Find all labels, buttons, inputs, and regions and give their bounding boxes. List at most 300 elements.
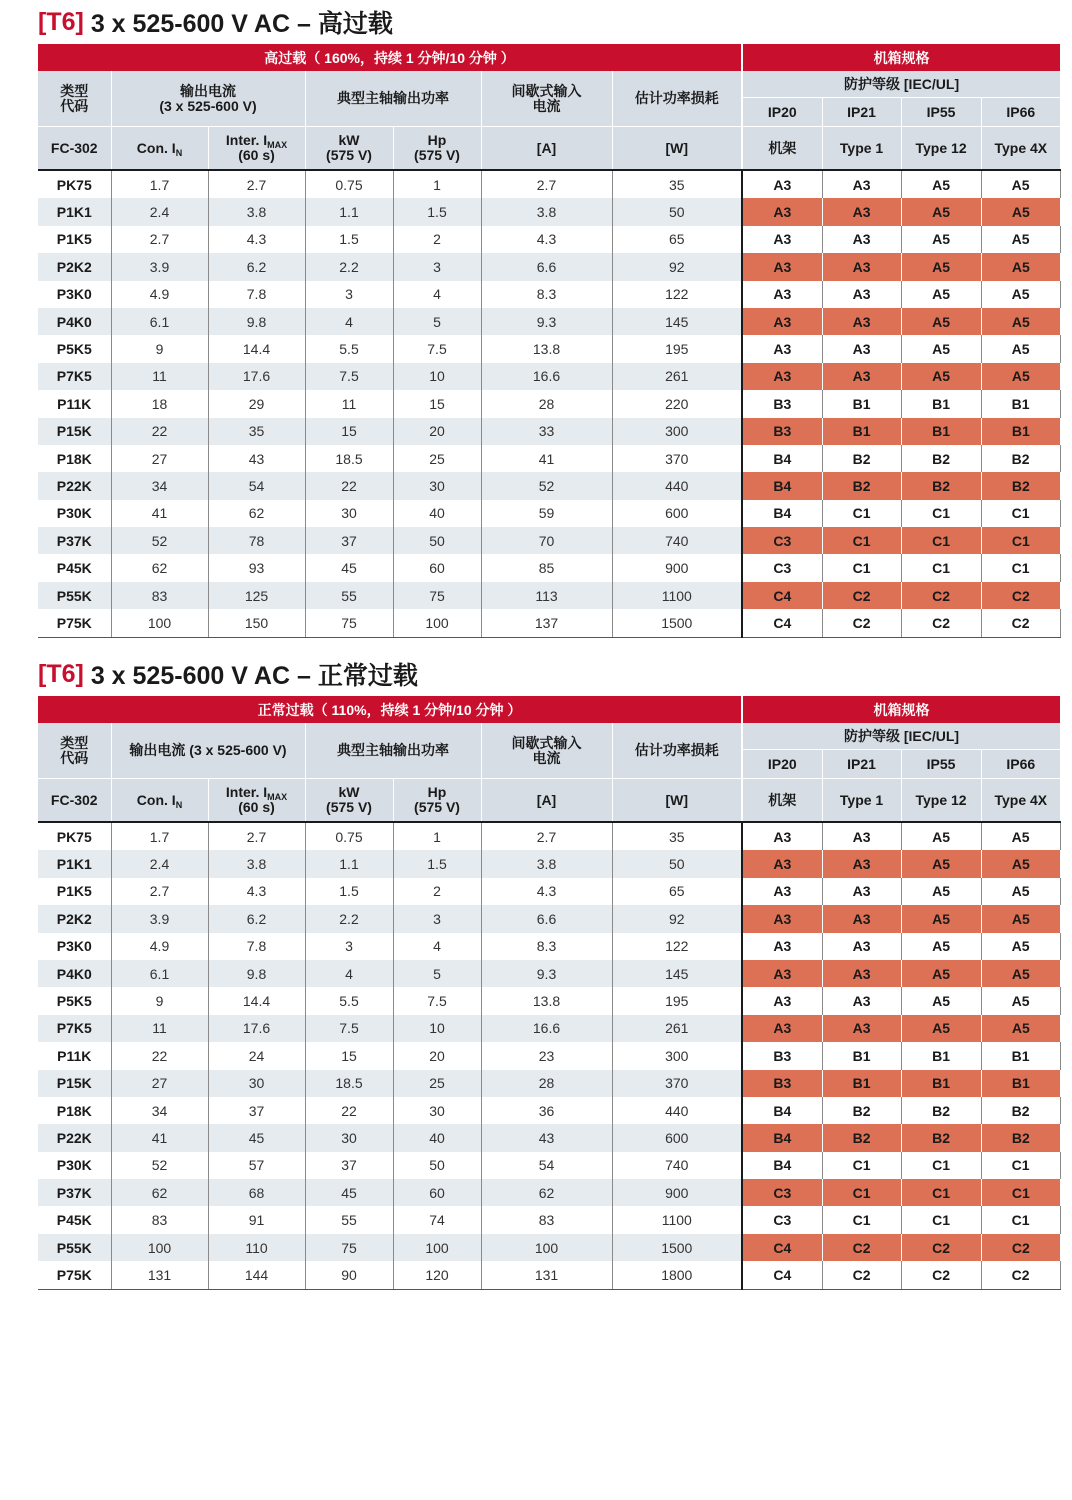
hp-cell: 4 (393, 933, 481, 960)
kw-cell: 1.1 (305, 198, 393, 225)
frame-ip21-cell: A3 (822, 308, 901, 335)
frame-ip20-cell: A3 (742, 987, 822, 1014)
hp-cell: 30 (393, 472, 481, 499)
section-title-tag: [T6] (38, 659, 84, 688)
watt-unit-header: [W] (612, 779, 742, 823)
frame-ip20-cell: A3 (742, 1015, 822, 1042)
power-loss-cell: 1100 (612, 1206, 742, 1233)
inter-imax-cell: 57 (208, 1152, 305, 1179)
frame-ip66-cell: B1 (981, 1070, 1060, 1097)
kw-cell: 0.75 (305, 822, 393, 850)
con-in-cell: 27 (111, 445, 208, 472)
con-in-cell: 22 (111, 418, 208, 445)
hp-cell: 75 (393, 582, 481, 609)
frame-ip55-cell: A5 (901, 933, 981, 960)
frame-ip20-cell: B4 (742, 500, 822, 527)
hp-cell: 1 (393, 170, 481, 198)
con-in-cell: 41 (111, 1124, 208, 1151)
frame-ip55-cell: C2 (901, 582, 981, 609)
power-loss-cell: 900 (612, 554, 742, 581)
hp-cell: 1.5 (393, 850, 481, 877)
inter-imax-cell: 78 (208, 527, 305, 554)
input-current-cell: 16.6 (481, 363, 612, 390)
power-loss-cell: 195 (612, 335, 742, 362)
kw-cell: 4 (305, 960, 393, 987)
kw-cell: 37 (305, 527, 393, 554)
power-loss-cell: 900 (612, 1179, 742, 1206)
type-code-header: 类型 代码 (38, 723, 111, 779)
power-loss-cell: 1500 (612, 609, 742, 637)
frame-ip66-cell: B2 (981, 1124, 1060, 1151)
inter-imax-cell: 17.6 (208, 1015, 305, 1042)
input-current-cell: 33 (481, 418, 612, 445)
hp-cell: 25 (393, 445, 481, 472)
power-loss-cell: 370 (612, 445, 742, 472)
frame-ip66-cell: C1 (981, 554, 1060, 581)
frame-ip66-cell: A5 (981, 253, 1060, 280)
frame-ip55-cell: B2 (901, 445, 981, 472)
con-in-cell: 6.1 (111, 308, 208, 335)
frame-ip66-cell: C2 (981, 1261, 1060, 1289)
frame-ip20-cell: B4 (742, 1124, 822, 1151)
input-current-cell: 36 (481, 1097, 612, 1124)
inter-imax-cell: 144 (208, 1261, 305, 1289)
model-cell: P2K2 (38, 253, 111, 280)
inter-imax-cell: 91 (208, 1206, 305, 1233)
hp-cell: 20 (393, 1042, 481, 1069)
con-in-cell: 1.7 (111, 822, 208, 850)
power-loss-header: 估计功率损耗 (612, 723, 742, 779)
frame-ip66-cell: A5 (981, 1015, 1060, 1042)
hp-cell: 50 (393, 1152, 481, 1179)
frame-ip21-cell: A3 (822, 281, 901, 308)
frame-ip21-cell: B2 (822, 472, 901, 499)
frame-ip55-cell: C1 (901, 1179, 981, 1206)
table-row (38, 987, 1060, 1014)
frame-ip66-cell: C1 (981, 1179, 1060, 1206)
frame-ip55-cell: B2 (901, 1097, 981, 1124)
kw-cell: 3 (305, 933, 393, 960)
frame-ip66-cell: C1 (981, 1152, 1060, 1179)
frame-ip66-cell: C2 (981, 582, 1060, 609)
frame-ip55-cell: A5 (901, 226, 981, 253)
frame-ip55-cell: A5 (901, 170, 981, 198)
table-row (38, 527, 1060, 554)
inter-imax-cell: 6.2 (208, 905, 305, 932)
input-current-cell: 59 (481, 500, 612, 527)
frame-ip21-cell: A3 (822, 960, 901, 987)
table-row (38, 1261, 1060, 1289)
ip55-header: IP55 (901, 750, 981, 779)
frame-ip21-cell: B1 (822, 390, 901, 417)
table-row (38, 445, 1060, 472)
frame-ip21-cell: C2 (822, 1234, 901, 1261)
frame-ip21-cell: A3 (822, 987, 901, 1014)
frame-ip55-cell: A5 (901, 1015, 981, 1042)
frame-ip20-cell: A3 (742, 335, 822, 362)
kw-cell: 75 (305, 1234, 393, 1261)
hp-cell: 74 (393, 1206, 481, 1233)
hp-header: Hp (575 V) (393, 779, 481, 823)
frame-ip66-cell: A5 (981, 822, 1060, 850)
frame-ip21-cell: A3 (822, 850, 901, 877)
type1-header: Type 1 (822, 127, 901, 171)
kw-cell: 0.75 (305, 170, 393, 198)
con-in-cell: 6.1 (111, 960, 208, 987)
power-loss-cell: 600 (612, 500, 742, 527)
kw-cell: 3 (305, 281, 393, 308)
inter-imax-cell: 2.7 (208, 170, 305, 198)
kw-header: kW (575 V) (305, 127, 393, 171)
model-cell: P1K1 (38, 850, 111, 877)
frame-ip20-cell: B3 (742, 418, 822, 445)
frame-ip55-cell: A5 (901, 253, 981, 280)
frame-ip21-cell: A3 (822, 363, 901, 390)
frame-ip55-cell: B1 (901, 390, 981, 417)
model-cell: P7K5 (38, 363, 111, 390)
protection-class-header: 防护等级 [IEC/UL] (742, 723, 1060, 750)
normal-overload-section (38, 652, 1060, 1290)
input-current-cell: 85 (481, 554, 612, 581)
table-row (38, 1070, 1060, 1097)
power-loss-cell: 122 (612, 933, 742, 960)
kw-cell: 1.1 (305, 850, 393, 877)
con-in-cell: 18 (111, 390, 208, 417)
inter-imax-cell: 9.8 (208, 960, 305, 987)
con-in-cell: 1.7 (111, 170, 208, 198)
power-loss-cell: 740 (612, 527, 742, 554)
table-row (38, 1124, 1060, 1151)
inter-imax-cell: 7.8 (208, 281, 305, 308)
frame-ip21-cell: B1 (822, 1042, 901, 1069)
con-in-cell: 11 (111, 1015, 208, 1042)
table-body (38, 170, 1060, 637)
con-in-cell: 52 (111, 527, 208, 554)
input-current-cell: 83 (481, 1206, 612, 1233)
table-row (38, 390, 1060, 417)
model-cell: P75K (38, 1261, 111, 1289)
input-current-cell: 131 (481, 1261, 612, 1289)
type12-header: Type 12 (901, 127, 981, 171)
frame-ip20-cell: C3 (742, 527, 822, 554)
inter-imax-cell: 30 (208, 1070, 305, 1097)
model-cell: P30K (38, 1152, 111, 1179)
rating-table (38, 44, 1061, 638)
input-current-cell: 6.6 (481, 253, 612, 280)
frame-ip55-cell: C2 (901, 609, 981, 637)
table-row (38, 418, 1060, 445)
hp-cell: 3 (393, 905, 481, 932)
frame-ip66-cell: A5 (981, 905, 1060, 932)
input-current-cell: 4.3 (481, 226, 612, 253)
frame-header: 机架 (742, 779, 822, 823)
input-current-cell: 2.7 (481, 170, 612, 198)
frame-ip55-cell: A5 (901, 905, 981, 932)
hp-cell: 2 (393, 226, 481, 253)
frame-ip20-cell: A3 (742, 960, 822, 987)
overload-banner: 正常过载（ 110%，持续 1 分钟/10 分钟 ） (38, 696, 742, 723)
frame-ip55-cell: B2 (901, 1124, 981, 1151)
section-title (38, 652, 1060, 696)
frame-ip20-cell: C4 (742, 582, 822, 609)
input-current-header: 间歇式输入 电流 (481, 71, 612, 127)
frame-ip66-cell: B1 (981, 390, 1060, 417)
kw-cell: 55 (305, 1206, 393, 1233)
table-row (38, 609, 1060, 637)
con-in-header: Con. $I_N$ (111, 779, 208, 823)
table-row (38, 500, 1060, 527)
input-current-cell: 113 (481, 582, 612, 609)
table-row (38, 905, 1060, 932)
hp-cell: 7.5 (393, 987, 481, 1014)
frame-ip66-cell: B1 (981, 1042, 1060, 1069)
hp-cell: 20 (393, 418, 481, 445)
con-in-cell: 4.9 (111, 281, 208, 308)
overload-banner: 高过载（ 160%，持续 1 分钟/10 分钟 ） (38, 44, 742, 71)
kw-cell: 55 (305, 582, 393, 609)
frame-ip66-cell: A5 (981, 226, 1060, 253)
frame-ip20-cell: B3 (742, 1042, 822, 1069)
hp-cell: 10 (393, 1015, 481, 1042)
inter-imax-cell: 17.6 (208, 363, 305, 390)
frame-ip21-cell: C1 (822, 500, 901, 527)
con-in-cell: 41 (111, 500, 208, 527)
power-loss-cell: 220 (612, 390, 742, 417)
frame-ip21-cell: A3 (822, 226, 901, 253)
frame-ip66-cell: C1 (981, 527, 1060, 554)
high-overload-section (38, 0, 1060, 638)
table-row (38, 198, 1060, 225)
inter-imax-cell: 54 (208, 472, 305, 499)
table-row (38, 960, 1060, 987)
protection-class-header: 防护等级 [IEC/UL] (742, 71, 1060, 98)
power-loss-cell: 1500 (612, 1234, 742, 1261)
model-cell: P37K (38, 1179, 111, 1206)
kw-header: kW (575 V) (305, 779, 393, 823)
frame-ip55-cell: A5 (901, 281, 981, 308)
frame-ip55-cell: B1 (901, 1070, 981, 1097)
table-row (38, 1097, 1060, 1124)
hp-cell: 60 (393, 1179, 481, 1206)
frame-ip20-cell: A3 (742, 198, 822, 225)
input-current-cell: 4.3 (481, 878, 612, 905)
power-loss-cell: 740 (612, 1152, 742, 1179)
model-cell: P4K0 (38, 960, 111, 987)
table-row (38, 253, 1060, 280)
frame-ip21-cell: C1 (822, 1152, 901, 1179)
table-row (38, 308, 1060, 335)
frame-ip66-cell: C2 (981, 1234, 1060, 1261)
table-row (38, 281, 1060, 308)
frame-ip21-cell: A3 (822, 198, 901, 225)
frame-ip21-cell: C2 (822, 1261, 901, 1289)
model-cell: P1K1 (38, 198, 111, 225)
model-cell: P5K5 (38, 987, 111, 1014)
table-row (38, 1015, 1060, 1042)
kw-cell: 2.2 (305, 905, 393, 932)
power-loss-cell: 145 (612, 960, 742, 987)
kw-cell: 4 (305, 308, 393, 335)
power-loss-cell: 1800 (612, 1261, 742, 1289)
con-in-cell: 9 (111, 987, 208, 1014)
hp-cell: 2 (393, 878, 481, 905)
con-in-cell: 62 (111, 1179, 208, 1206)
table-row (38, 1206, 1060, 1233)
shaft-power-header: 典型主轴输出功率 (305, 71, 481, 127)
frame-ip21-cell: A3 (822, 335, 901, 362)
frame-ip66-cell: A5 (981, 308, 1060, 335)
power-loss-cell: 1100 (612, 582, 742, 609)
model-cell: P75K (38, 609, 111, 637)
inter-imax-cell: 45 (208, 1124, 305, 1151)
table-row (38, 1179, 1060, 1206)
kw-cell: 2.2 (305, 253, 393, 280)
frame-ip66-cell: A5 (981, 198, 1060, 225)
frame-ip20-cell: B4 (742, 445, 822, 472)
frame-ip21-cell: A3 (822, 905, 901, 932)
cabinet-title: 机箱规格 (742, 696, 1060, 723)
frame-ip55-cell: A5 (901, 878, 981, 905)
power-loss-cell: 440 (612, 1097, 742, 1124)
kw-cell: 1.5 (305, 878, 393, 905)
frame-ip66-cell: C2 (981, 609, 1060, 637)
frame-ip21-cell: A3 (822, 170, 901, 198)
ip20-header: IP20 (742, 750, 822, 779)
table-row (38, 554, 1060, 581)
kw-cell: 45 (305, 554, 393, 581)
frame-ip20-cell: C4 (742, 1261, 822, 1289)
frame-ip20-cell: C4 (742, 1234, 822, 1261)
hp-cell: 40 (393, 1124, 481, 1151)
kw-cell: 15 (305, 1042, 393, 1069)
frame-ip20-cell: B4 (742, 1097, 822, 1124)
inter-imax-cell: 4.3 (208, 226, 305, 253)
inter-imax-cell: 14.4 (208, 987, 305, 1014)
section-title-tag: [T6] (38, 7, 84, 36)
frame-ip21-cell: B2 (822, 1097, 901, 1124)
frame-ip55-cell: B2 (901, 472, 981, 499)
frame-ip21-cell: C1 (822, 1206, 901, 1233)
input-current-cell: 28 (481, 390, 612, 417)
frame-ip20-cell: B3 (742, 390, 822, 417)
kw-cell: 1.5 (305, 226, 393, 253)
table-row (38, 850, 1060, 877)
frame-ip55-cell: A5 (901, 987, 981, 1014)
input-current-cell: 52 (481, 472, 612, 499)
frame-ip66-cell: B2 (981, 1097, 1060, 1124)
input-current-cell: 3.8 (481, 198, 612, 225)
kw-cell: 11 (305, 390, 393, 417)
model-cell: P4K0 (38, 308, 111, 335)
power-loss-cell: 300 (612, 418, 742, 445)
hp-cell: 1.5 (393, 198, 481, 225)
frame-ip66-cell: B1 (981, 418, 1060, 445)
kw-cell: 45 (305, 1179, 393, 1206)
input-current-cell: 9.3 (481, 960, 612, 987)
inter-imax-cell: 4.3 (208, 878, 305, 905)
frame-ip55-cell: A5 (901, 335, 981, 362)
frame-ip21-cell: A3 (822, 878, 901, 905)
frame-ip66-cell: B2 (981, 472, 1060, 499)
table-header (38, 696, 1060, 822)
con-in-cell: 131 (111, 1261, 208, 1289)
kw-cell: 18.5 (305, 445, 393, 472)
power-loss-cell: 65 (612, 878, 742, 905)
table-body (38, 822, 1060, 1289)
frame-ip55-cell: C1 (901, 1206, 981, 1233)
input-current-cell: 100 (481, 1234, 612, 1261)
power-loss-cell: 261 (612, 1015, 742, 1042)
type12-header: Type 12 (901, 779, 981, 823)
input-current-cell: 41 (481, 445, 612, 472)
cabinet-title: 机箱规格 (742, 44, 1060, 71)
table-row (38, 878, 1060, 905)
inter-imax-cell: 2.7 (208, 822, 305, 850)
frame-ip20-cell: A3 (742, 170, 822, 198)
kw-cell: 30 (305, 1124, 393, 1151)
model-cell: P18K (38, 1097, 111, 1124)
input-current-cell: 43 (481, 1124, 612, 1151)
frame-ip20-cell: A3 (742, 933, 822, 960)
hp-cell: 15 (393, 390, 481, 417)
hp-cell: 120 (393, 1261, 481, 1289)
hp-cell: 30 (393, 1097, 481, 1124)
frame-ip20-cell: A3 (742, 850, 822, 877)
con-in-cell: 4.9 (111, 933, 208, 960)
frame-ip66-cell: A5 (981, 878, 1060, 905)
power-loss-cell: 145 (612, 308, 742, 335)
ip66-header: IP66 (981, 98, 1060, 127)
power-loss-cell: 600 (612, 1124, 742, 1151)
table-row (38, 822, 1060, 850)
table-header (38, 44, 1060, 170)
frame-ip20-cell: A3 (742, 822, 822, 850)
hp-cell: 60 (393, 554, 481, 581)
frame-ip21-cell: C2 (822, 609, 901, 637)
power-loss-cell: 50 (612, 198, 742, 225)
frame-ip55-cell: B1 (901, 418, 981, 445)
inter-imax-cell: 29 (208, 390, 305, 417)
inter-imax-cell: 14.4 (208, 335, 305, 362)
power-loss-header: 估计功率损耗 (612, 71, 742, 127)
hp-cell: 7.5 (393, 335, 481, 362)
frame-ip66-cell: A5 (981, 987, 1060, 1014)
input-current-cell: 8.3 (481, 933, 612, 960)
frame-ip55-cell: C1 (901, 500, 981, 527)
frame-ip66-cell: A5 (981, 335, 1060, 362)
table-row (38, 1234, 1060, 1261)
frame-header: 机架 (742, 127, 822, 171)
con-in-cell: 34 (111, 1097, 208, 1124)
frame-ip20-cell: A3 (742, 281, 822, 308)
table-row (38, 335, 1060, 362)
model-cell: P2K2 (38, 905, 111, 932)
table-row (38, 472, 1060, 499)
power-loss-cell: 50 (612, 850, 742, 877)
con-in-cell: 11 (111, 363, 208, 390)
frame-ip21-cell: A3 (822, 933, 901, 960)
type-code-header: 类型 代码 (38, 71, 111, 127)
power-loss-cell: 440 (612, 472, 742, 499)
input-current-cell: 8.3 (481, 281, 612, 308)
power-loss-cell: 300 (612, 1042, 742, 1069)
hp-cell: 25 (393, 1070, 481, 1097)
frame-ip20-cell: A3 (742, 226, 822, 253)
con-in-cell: 2.7 (111, 226, 208, 253)
table-row (38, 933, 1060, 960)
model-cell: P11K (38, 390, 111, 417)
kw-cell: 75 (305, 609, 393, 637)
